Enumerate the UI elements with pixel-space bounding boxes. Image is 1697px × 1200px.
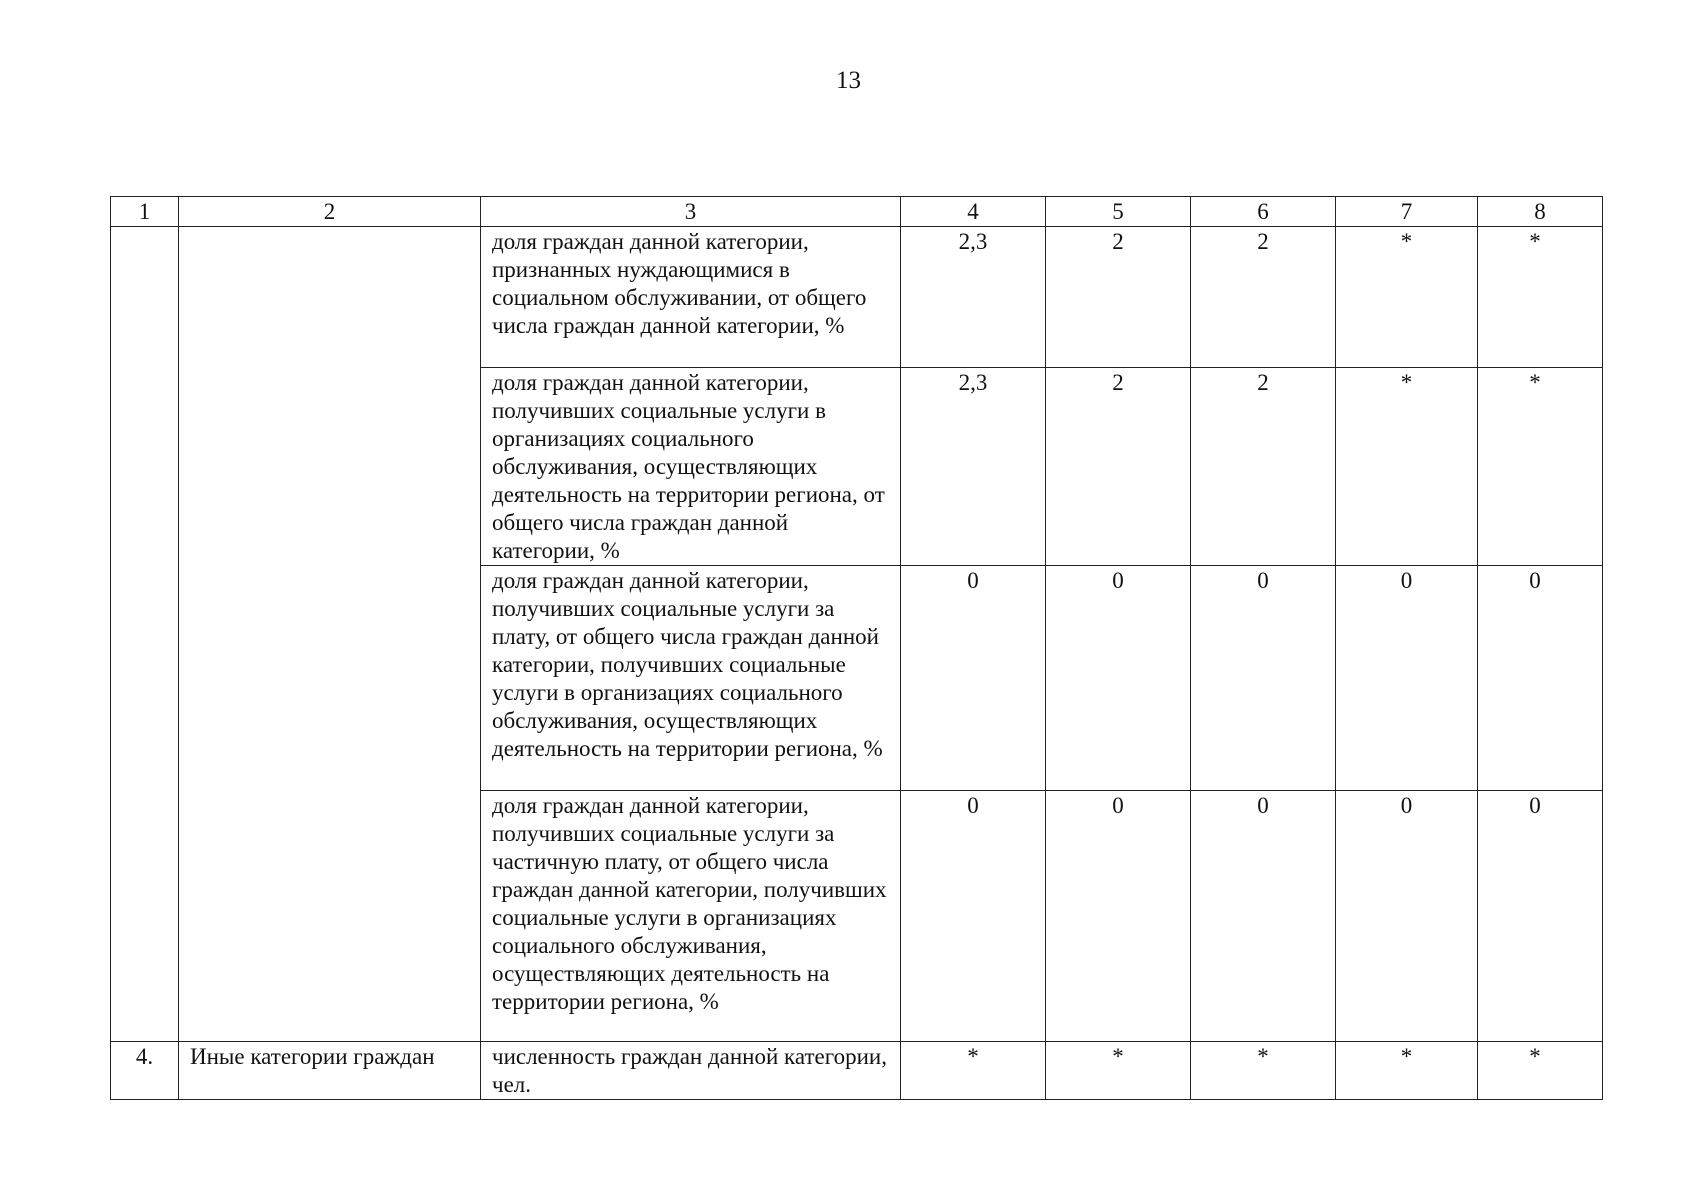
column-number-row: [111, 197, 1603, 227]
value-cell: *: [901, 1042, 1046, 1100]
column-header: 3: [481, 197, 901, 227]
category-cell: Иные категории граждан: [179, 1042, 481, 1100]
indicator-cell: доля граждан данной категории, получивших социальные услуги в организациях социального обслуживания, осуществляющих деятельность на территории региона, от общего числа граждан данной категории, %: [481, 368, 901, 566]
value-cell: *: [1478, 1042, 1603, 1100]
value-cell: 0: [1478, 791, 1603, 1042]
value-cell: 0: [901, 566, 1046, 791]
column-header: 4: [901, 197, 1046, 227]
column-header: 6: [1191, 197, 1336, 227]
column-header: 1: [111, 197, 179, 227]
value-cell: 2,3: [901, 368, 1046, 566]
value-cell: *: [1478, 227, 1603, 368]
value-cell: 2: [1191, 368, 1336, 566]
value-cell: *: [1336, 368, 1478, 566]
value-cell: 0: [1336, 566, 1478, 791]
indicators-table: [110, 196, 1603, 1100]
value-cell: *: [1046, 1042, 1191, 1100]
indicator-cell: численность граждан данной категории, чел.: [481, 1042, 901, 1100]
column-header: 7: [1336, 197, 1478, 227]
value-cell: *: [1336, 1042, 1478, 1100]
value-cell: 0: [1336, 791, 1478, 1042]
value-cell: 0: [1046, 791, 1191, 1042]
value-cell: *: [1478, 368, 1603, 566]
page-number: 13: [836, 67, 861, 94]
value-cell: 2: [1191, 227, 1336, 368]
value-cell: 2: [1046, 227, 1191, 368]
table-row: [111, 1042, 1603, 1100]
category-cell: [179, 227, 481, 1042]
indicator-cell: доля граждан данной категории, получивших социальные услуги за частичную плату, от общего числа граждан данной категории, получивших социальные услуги в организациях социального обслуживания, осуществляющих деятельность на территории региона, %: [481, 791, 901, 1042]
value-cell: 2: [1046, 368, 1191, 566]
indicator-cell: доля граждан данной категории, признанных нуждающимися в социальном обслуживании, от общего числа граждан данной категории, %: [481, 227, 901, 368]
value-cell: 0: [1046, 566, 1191, 791]
value-cell: *: [1191, 1042, 1336, 1100]
value-cell: 0: [1191, 566, 1336, 791]
value-cell: 0: [1478, 566, 1603, 791]
value-cell: 2,3: [901, 227, 1046, 368]
value-cell: *: [1336, 227, 1478, 368]
column-header: 8: [1478, 197, 1603, 227]
column-header: 2: [179, 197, 481, 227]
row-number-cell: [111, 227, 179, 1042]
indicator-cell: доля граждан данной категории, получивших социальные услуги за плату, от общего числа граждан данной категории, получивших социальные услуги в организациях социального обслуживания, осуществляющих деятельность на территории региона, %: [481, 566, 901, 791]
column-header: 5: [1046, 197, 1191, 227]
value-cell: 0: [1191, 791, 1336, 1042]
table-row: [111, 227, 1603, 368]
value-cell: 0: [901, 791, 1046, 1042]
row-number-cell: 4.: [111, 1042, 179, 1100]
